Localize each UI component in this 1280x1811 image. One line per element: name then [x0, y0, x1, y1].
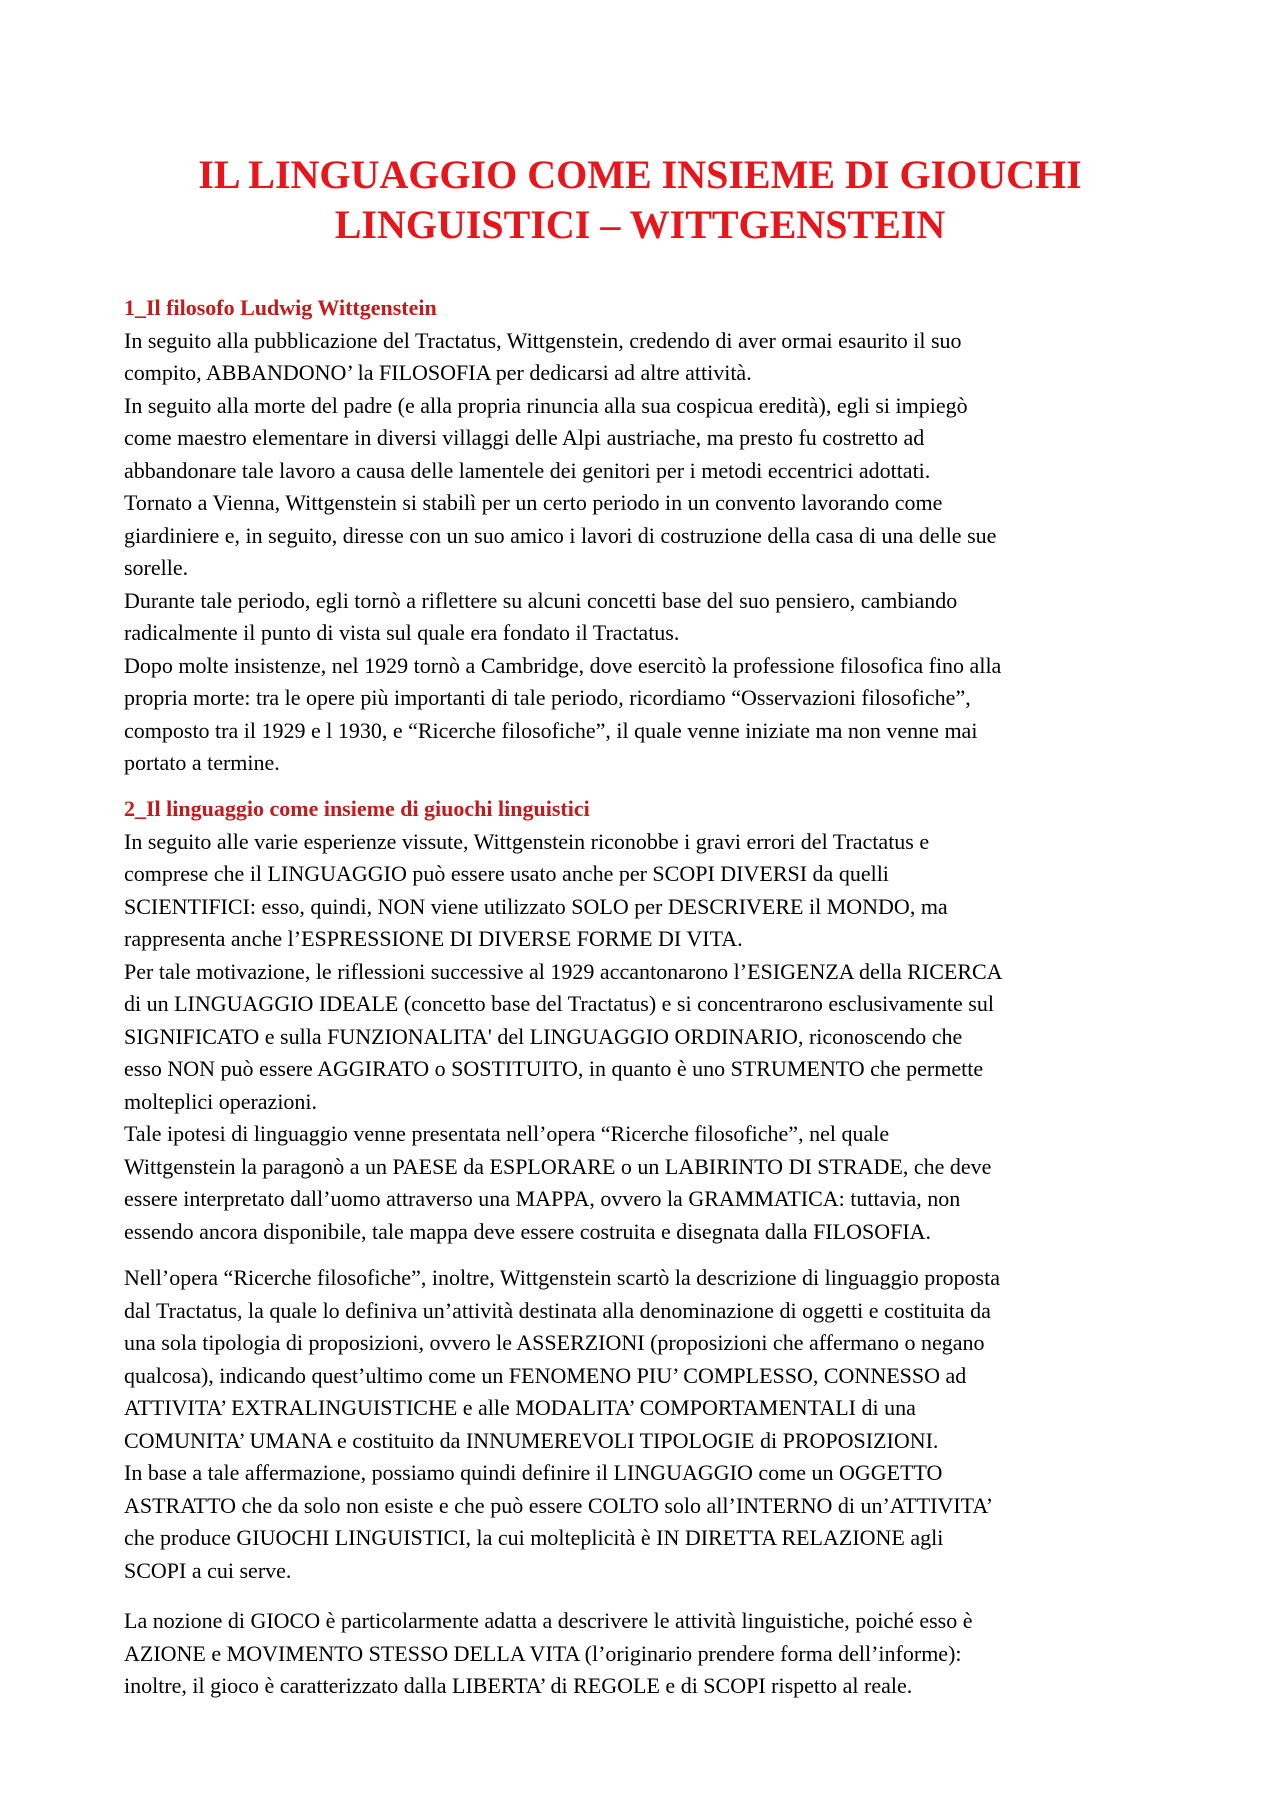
- paragraph-3-line: COMUNITA’ UMANA e costituito da INNUMEREVOLI TIPOLOGIE di PROPOSIZIONI.: [124, 1427, 939, 1453]
- section-1-line: sorelle.: [124, 555, 189, 580]
- section-2-line: molteplici operazioni.: [124, 1088, 318, 1114]
- section-1-line: compito, ABBANDONO’ la FILOSOFIA per dedicarsi ad altre attività.: [124, 360, 752, 385]
- document-title: [100, 150, 1180, 250]
- paragraph-3-line: Nell’opera “Ricerche filosofiche”, inoltre, Wittgenstein scartò la descrizione di linguaggio proposta: [124, 1265, 1000, 1290]
- section-2-line: SIGNIFICATO e sulla FUNZIONALITA' del LINGUAGGIO ORDINARIO, riconoscendo che: [124, 1023, 963, 1049]
- section-2-line: essendo ancora disponibile, tale mappa deve essere costruita e disegnata dalla FILOSOFIA.: [124, 1218, 932, 1244]
- section-1-line: radicalmente il punto di vista sul quale era fondato il Tractatus.: [124, 620, 680, 645]
- paragraph-3-line: qualcosa), indicando quest’ultimo come un FENOMENO PIU’ COMPLESSO, CONNESSO ad: [124, 1362, 967, 1388]
- section-2-heading: 2_Il linguaggio come insieme di giuochi linguistici: [124, 796, 590, 821]
- paragraph-3-line: ASTRATTO che da solo non esiste e che può essere COLTO solo all’INTERNO di un’ATTIVITA’: [124, 1492, 994, 1518]
- section-1-line: giardiniere e, in seguito, diresse con un suo amico i lavori di costruzione della casa di una delle sue: [124, 522, 997, 548]
- paragraph-3-line: SCOPI a cui serve.: [124, 1557, 292, 1583]
- section-1-line: propria morte: tra le opere più importanti di tale periodo, ricordiamo “Osservazioni filosofiche”,: [124, 685, 971, 710]
- section-2-line: comprese che il LINGUAGGIO può essere usato anche per SCOPI DIVERSI da quelli: [124, 861, 889, 886]
- paragraph-3: [124, 1262, 1204, 1587]
- paragraph-4: [124, 1605, 1204, 1703]
- section-1-line: come maestro elementare in diversi villaggi delle Alpi austriache, ma presto fu costretto ad: [124, 425, 925, 450]
- section-2-line: SCIENTIFICI: esso, quindi, NON viene utilizzato SOLO per DESCRIVERE il MONDO, ma: [124, 893, 948, 919]
- paragraph-3-line: ATTIVITA’ EXTRALINGUISTICHE e alle MODALITA’ COMPORTAMENTALI di una: [124, 1395, 916, 1420]
- section-1-line: Durante tale periodo, egli tornò a riflettere su alcuni concetti base del suo pensiero, cambiando: [124, 587, 958, 613]
- section-2-line: Per tale motivazione, le riflessioni successive al 1929 accantonarono l’ESIGENZA della RICERCA: [124, 958, 1003, 984]
- section-2-line: Tale ipotesi di linguaggio venne presentata nell’opera “Ricerche filosofiche”, nel quale: [124, 1121, 890, 1146]
- section-1-line: In seguito alla morte del padre (e alla propria rinuncia alla sua cospicua eredità), egli si impiegò: [124, 392, 968, 418]
- section-2-line: Wittgenstein la paragonò a un PAESE da ESPLORARE o un LABIRINTO DI STRADE, che deve: [124, 1153, 992, 1179]
- section-2-line: essere interpretato dall’uomo attraverso una MAPPA, ovvero la GRAMMATICA: tuttavia, non: [124, 1186, 961, 1211]
- section-1: [124, 292, 1204, 780]
- section-2-line: di un LINGUAGGIO IDEALE (concetto base del Tractatus) e si concentrarono esclusivamente sul: [124, 991, 994, 1016]
- paragraph-4-line: AZIONE e MOVIMENTO STESSO DELLA VITA (l’originario prendere forma dell’informe):: [124, 1640, 962, 1666]
- title-line-2: LINGUISTICI – WITTGENSTEIN: [334, 202, 946, 247]
- section-1-line: Tornato a Vienna, Wittgenstein si stabilì per un certo periodo in un convento lavorando come: [124, 490, 943, 515]
- section-2-line: In seguito alle varie esperienze vissute, Wittgenstein riconobbe i gravi errori del Tractatus e: [124, 828, 930, 854]
- section-1-line: Dopo molte insistenze, nel 1929 tornò a Cambridge, dove esercitò la professione filosofica fino alla: [124, 652, 1002, 678]
- section-1-line: composto tra il 1929 e l 1930, e “Ricerche filosofiche”, il quale venne iniziate ma non venne mai: [124, 717, 978, 743]
- paragraph-3-line: dal Tractatus, la quale lo definiva un’attività destinata alla denominazione di oggetti e costituita da: [124, 1297, 991, 1323]
- section-2-line: rappresenta anche l’ESPRESSIONE DI DIVERSE FORME DI VITA.: [124, 926, 743, 951]
- title-line-1: IL LINGUAGGIO COME INSIEME DI GIOUCHI: [198, 152, 1082, 197]
- section-1-line: portato a termine.: [124, 750, 280, 775]
- paragraph-3-line: In base a tale affermazione, possiamo quindi definire il LINGUAGGIO come un OGGETTO: [124, 1460, 943, 1485]
- section-2: [124, 793, 1204, 1248]
- paragraph-4-line: inoltre, il gioco è caratterizzato dalla LIBERTA’ di REGOLE e di SCOPI rispetto al reale.: [124, 1673, 913, 1698]
- section-1-heading: 1_Il filosofo Ludwig Wittgenstein: [124, 295, 437, 320]
- section-1-line: abbandonare tale lavoro a causa delle lamentele dei genitori per i metodi eccentrici adottati.: [124, 457, 931, 483]
- section-1-line: In seguito alla pubblicazione del Tractatus, Wittgenstein, credendo di aver ormai esaurito il suo: [124, 327, 962, 353]
- paragraph-4-line: La nozione di GIOCO è particolarmente adatta a descrivere le attività linguistiche, poiché esso è: [124, 1608, 973, 1633]
- paragraph-3-line: una sola tipologia di proposizioni, ovvero le ASSERZIONI (proposizioni che affermano o negano: [124, 1330, 985, 1355]
- section-2-line: esso NON può essere AGGIRATO o SOSTITUITO, in quanto è uno STRUMENTO che permette: [124, 1056, 984, 1081]
- paragraph-3-line: che produce GIUOCHI LINGUISTICI, la cui molteplicità è IN DIRETTA RELAZIONE agli: [124, 1525, 944, 1550]
